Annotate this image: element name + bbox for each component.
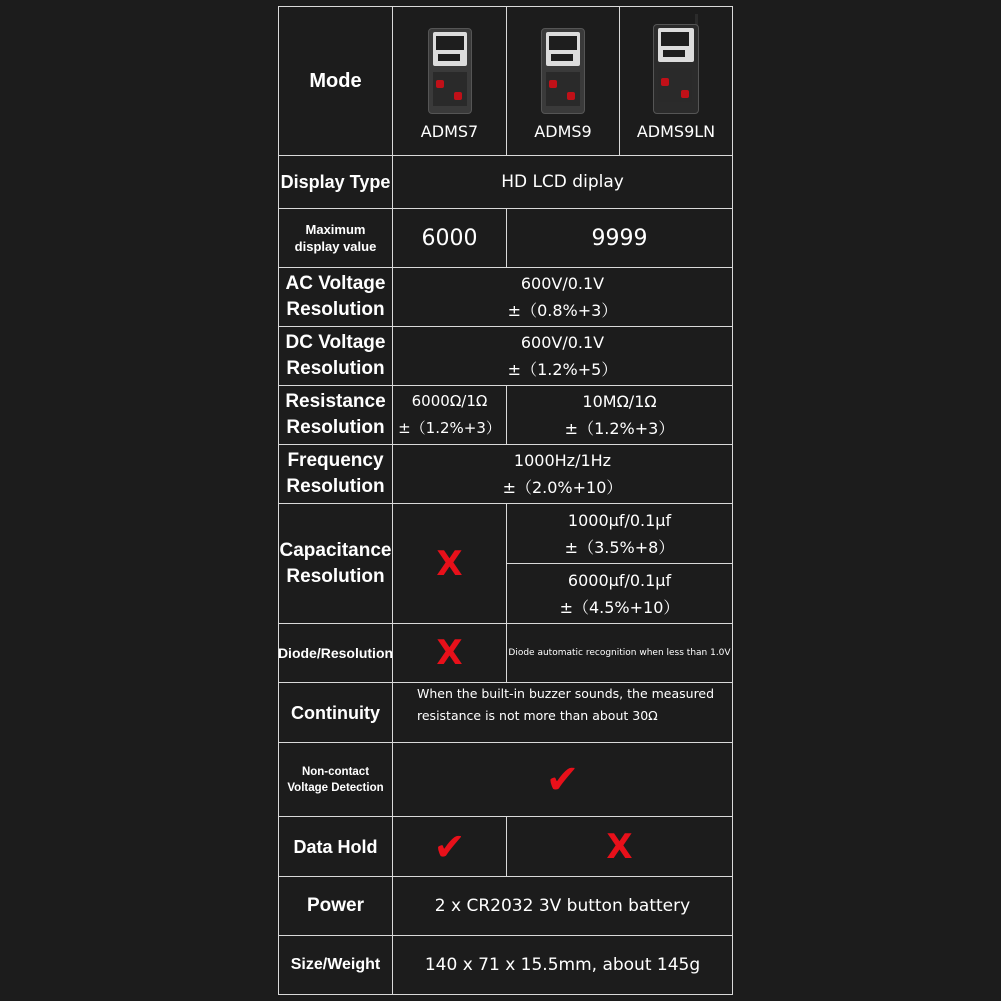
frequency-label: Frequency Resolution <box>278 444 393 504</box>
model-name: ADMS9LN <box>636 122 716 141</box>
power-label: Power <box>278 876 393 936</box>
display-type-label: Display Type <box>278 155 393 209</box>
multimeter-adms9ln-icon <box>653 24 699 114</box>
power-value: 2 x CR2032 3V button battery <box>392 876 733 936</box>
size-weight-label: Size/Weight <box>278 935 393 995</box>
dc-voltage-value: 600V/0.1V ±（1.2%+5） <box>392 326 733 386</box>
max-display-adms7: 6000 <box>392 208 507 268</box>
resistance-adms9: 10MΩ/1Ω ±（1.2%+3） <box>506 385 733 445</box>
display-type-value: HD LCD diplay <box>392 155 733 209</box>
capacitance-adms9: 1000μf/0.1μf ±（3.5%+8） <box>506 503 733 564</box>
max-display-adms9: 9999 <box>506 208 733 268</box>
capacitance-adms9ln: 6000μf/0.1μf ±（4.5%+10） <box>506 563 733 624</box>
size-weight-value: 140 x 71 x 15.5mm, about 145g <box>392 935 733 995</box>
capacitance-label: Capacitance Resolution <box>278 503 393 624</box>
resistance-adms7: 6000Ω/1Ω ±（1.2%+3） <box>392 385 507 445</box>
resistance-label: Resistance Resolution <box>278 385 393 445</box>
ac-voltage-value: 600V/0.1V ±（0.8%+3） <box>392 267 733 327</box>
ac-voltage-label: AC Voltage Resolution <box>278 267 393 327</box>
multimeter-adms7-icon <box>428 28 472 114</box>
ncv-label: Non-contact Voltage Detection <box>278 742 393 817</box>
model-name: ADMS7 <box>420 122 479 141</box>
dc-voltage-label: DC Voltage Resolution <box>278 326 393 386</box>
frequency-value: 1000Hz/1Hz ±（2.0%+10） <box>392 444 733 504</box>
data-hold-adms9-x-mark: X <box>506 816 733 877</box>
model-adms9ln <box>619 6 733 156</box>
continuity-label: Continuity <box>278 682 393 743</box>
model-name: ADMS9 <box>534 122 592 141</box>
diode-adms9: Diode automatic recognition when less than 1.0V <box>506 623 733 683</box>
data-hold-adms7-check-icon: ✔ <box>392 816 507 877</box>
diode-adms7-x-mark: X <box>392 623 507 683</box>
capacitance-adms7-x-mark: X <box>392 503 507 624</box>
diode-label: Diode/Resolution <box>278 623 393 683</box>
model-adms7 <box>392 6 507 156</box>
ncv-check-icon: ✔ <box>392 742 733 817</box>
continuity-value: When the built-in buzzer sounds, the measured resistance is not more than about 30Ω <box>392 682 733 743</box>
max-display-label: Maximum display value <box>278 208 393 268</box>
mode-label: Mode <box>278 6 393 156</box>
multimeter-adms9-icon <box>541 28 585 114</box>
model-adms9 <box>506 6 620 156</box>
data-hold-label: Data Hold <box>278 816 393 877</box>
